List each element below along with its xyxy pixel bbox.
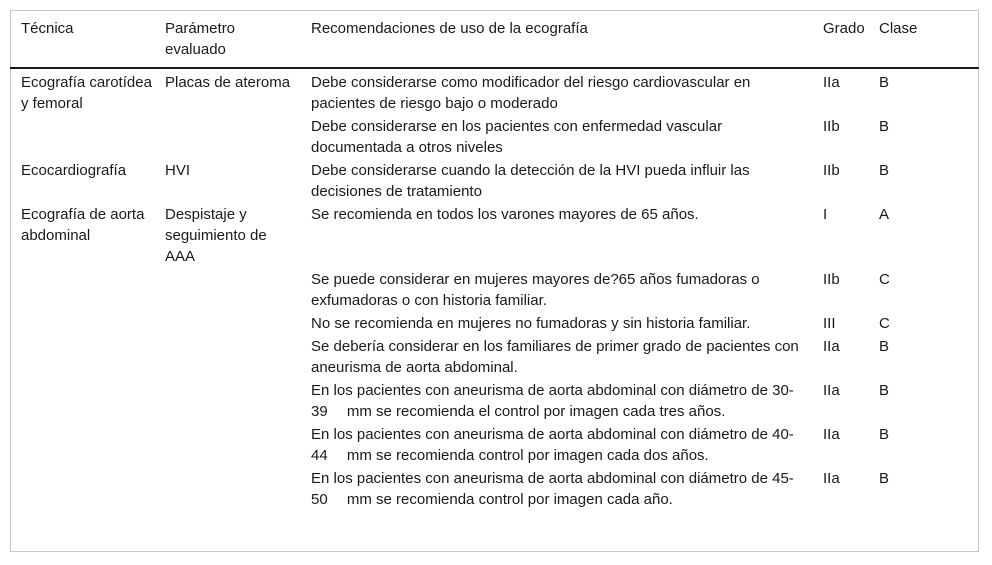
cell-clase: A (879, 206, 890, 223)
cell-tecnica (10, 312, 154, 335)
cell-parametro (154, 423, 300, 467)
cell-tecnica (10, 335, 154, 379)
cell-grado: III (823, 315, 836, 332)
table-row (10, 312, 979, 335)
cell-clase: C (879, 315, 890, 332)
cell-grado: IIa (823, 382, 840, 399)
header-recomendaciones: Recomendaciones de uso de la ecografía (300, 11, 812, 69)
cell-recomendacion: Se recomienda en todos los varones mayores de 65 años. (311, 206, 699, 223)
header-clase: Clase (868, 11, 979, 69)
cell-recomendacion: Debe considerarse como modificador del riesgo cardiovascular en pacientes de riesgo bajo o moderado (311, 74, 751, 112)
cell-parametro: Despistaje y seguimiento de AAA (165, 206, 267, 265)
cell-tecnica (10, 268, 154, 312)
header-parametro: Parámetro evaluado (154, 11, 300, 69)
cell-grado: IIb (823, 118, 840, 135)
cell-parametro: HVI (165, 162, 191, 179)
cell-recomendacion: En los pacientes con aneurisma de aorta abdominal con diámetro de 45-50 mm se recomienda control por imagen cada año. (311, 470, 794, 508)
cell-clase: B (879, 470, 890, 487)
table-row (10, 68, 979, 115)
table-row (10, 115, 979, 159)
table-row (10, 423, 979, 467)
cell-grado: IIb (823, 162, 840, 179)
cell-recomendacion: Se debería considerar en los familiares de primer grado de pacientes con aneurisma de aorta abdominal. (311, 338, 799, 376)
cell-recomendacion: Debe considerarse cuando la detección de la HVI pueda influir las decisiones de tratamiento (311, 162, 750, 200)
cell-grado: IIb (823, 271, 840, 288)
cell-tecnica: Ecocardiografía (21, 162, 127, 179)
cell-recomendacion: Se puede considerar en mujeres mayores de?65 años fumadoras o exfumadoras o con historia familiar. (311, 271, 760, 309)
cell-clase: B (879, 338, 890, 355)
table-row (10, 467, 979, 511)
cell-parametro: Placas de ateroma (165, 74, 291, 91)
cell-parametro (154, 335, 300, 379)
recommendations-table (10, 10, 979, 511)
header-tecnica: Técnica (10, 11, 154, 69)
cell-parametro (154, 268, 300, 312)
cell-grado: IIa (823, 470, 840, 487)
cell-grado: IIa (823, 338, 840, 355)
cell-clase: B (879, 74, 890, 91)
cell-recomendacion: En los pacientes con aneurisma de aorta abdominal con diámetro de 30-39 mm se recomienda el control por imagen cada tres años. (311, 382, 794, 420)
cell-tecnica: Ecografía de aorta abdominal (21, 206, 145, 244)
cell-clase: B (879, 382, 890, 399)
cell-parametro (154, 312, 300, 335)
cell-recomendacion: En los pacientes con aneurisma de aorta abdominal con diámetro de 40-44 mm se recomienda control por imagen cada dos años. (311, 426, 794, 464)
table-row (10, 159, 979, 203)
cell-recomendacion: Debe considerarse en los pacientes con enfermedad vascular documentada a otros niveles (311, 118, 723, 156)
cell-tecnica: Ecografía carotídea y femoral (21, 74, 152, 112)
cell-parametro (154, 379, 300, 423)
cell-parametro (154, 467, 300, 511)
header-grado: Grado (812, 11, 868, 69)
cell-tecnica (10, 115, 154, 159)
table-row (10, 203, 979, 268)
cell-clase: B (879, 118, 890, 135)
table-row (10, 335, 979, 379)
cell-recomendacion: No se recomienda en mujeres no fumadoras y sin historia familiar. (311, 315, 751, 332)
cell-tecnica (10, 379, 154, 423)
cell-tecnica (10, 467, 154, 511)
table-row (10, 379, 979, 423)
cell-parametro (154, 115, 300, 159)
cell-grado: IIa (823, 74, 840, 91)
cell-clase: B (879, 162, 890, 179)
table-row (10, 268, 979, 312)
cell-clase: B (879, 426, 890, 443)
cell-tecnica (10, 423, 154, 467)
cell-grado: I (823, 206, 828, 223)
header-row (10, 11, 979, 69)
cell-grado: IIa (823, 426, 840, 443)
cell-clase: C (879, 271, 890, 288)
